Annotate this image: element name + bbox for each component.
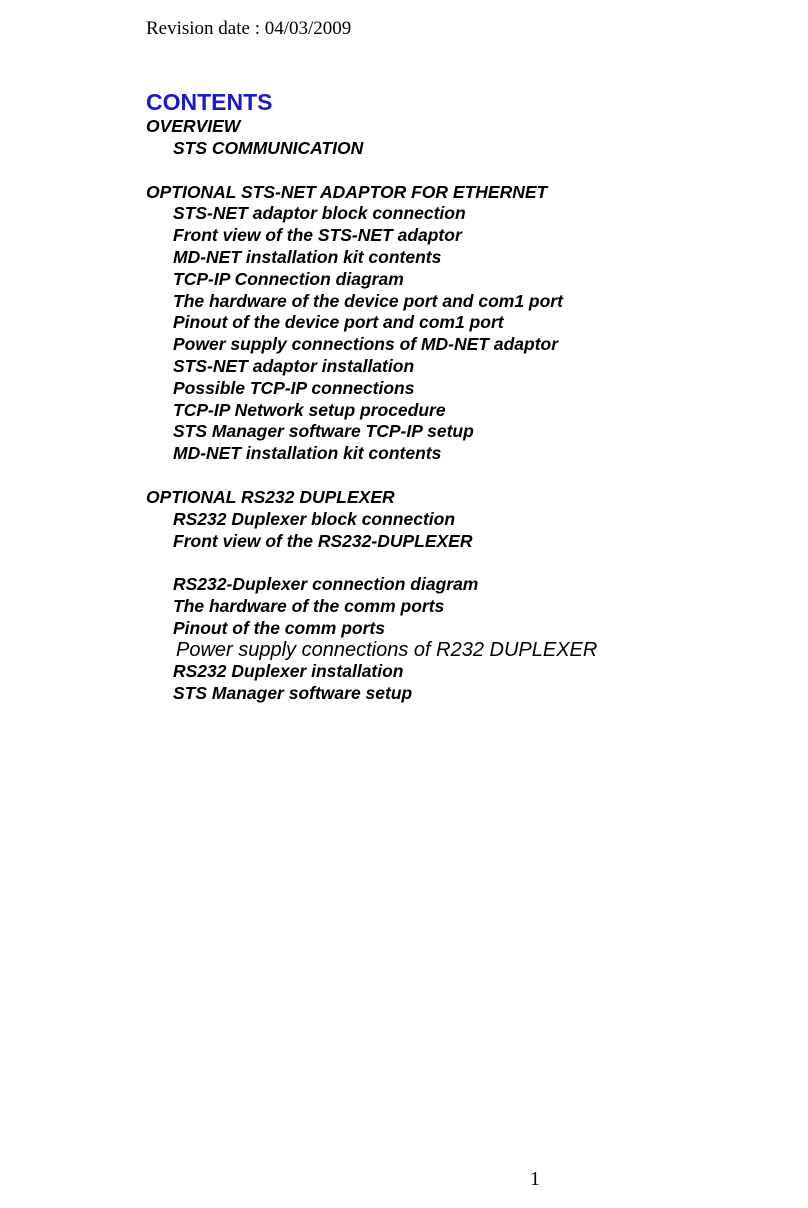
toc-item: MD-NET installation kit contents: [173, 443, 442, 464]
toc-item: STS-NET adaptor installation: [173, 355, 415, 376]
toc-item: STS-NET adaptor block connection: [173, 203, 466, 224]
page-number: 1: [530, 1168, 540, 1190]
toc-item: Possible TCP-IP connections: [173, 377, 415, 398]
toc-item: Pinout of the comm ports: [173, 617, 385, 638]
toc-item: STS Manager software TCP-IP setup: [173, 421, 474, 442]
toc-item: TCP-IP Network setup procedure: [173, 399, 446, 420]
toc-item: Pinout of the device port and com1 port: [173, 312, 504, 333]
table-of-contents: [146, 88, 766, 727]
toc-item: RS232 Duplexer block connection: [173, 508, 456, 529]
toc-item: Front view of the STS-NET adaptor: [173, 225, 462, 246]
toc-item: The hardware of the comm ports: [173, 595, 445, 616]
toc-item: TCP-IP Connection diagram: [173, 268, 404, 289]
section-heading-duplexer: OPTIONAL RS232 DUPLEXER: [146, 486, 395, 507]
section-overview: [146, 116, 766, 160]
toc-item: RS232 Duplexer installation: [173, 661, 404, 682]
contents-title: CONTENTS: [146, 89, 273, 115]
toc-item-large: Power supply connections of R232 DUPLEXER: [176, 638, 598, 661]
section-heading-overview: OVERVIEW: [146, 116, 241, 136]
section-ethernet: [146, 182, 766, 465]
section-duplexer: [146, 487, 766, 705]
toc-item: Front view of the RS232-DUPLEXER: [173, 530, 473, 551]
toc-item: MD-NET installation kit contents: [173, 246, 442, 267]
toc-item: STS Manager software setup: [173, 683, 413, 704]
toc-item: RS232-Duplexer connection diagram: [173, 574, 479, 595]
toc-item: STS COMMUNICATION: [173, 137, 364, 158]
revision-date: Revision date : 04/03/2009: [146, 18, 352, 39]
toc-item: The hardware of the device port and com1 port: [173, 290, 563, 311]
section-heading-ethernet: OPTIONAL STS-NET ADAPTOR FOR ETHERNET: [146, 181, 548, 202]
toc-item: Power supply connections of MD-NET adaptor: [173, 334, 559, 355]
blank-line: [146, 552, 766, 574]
